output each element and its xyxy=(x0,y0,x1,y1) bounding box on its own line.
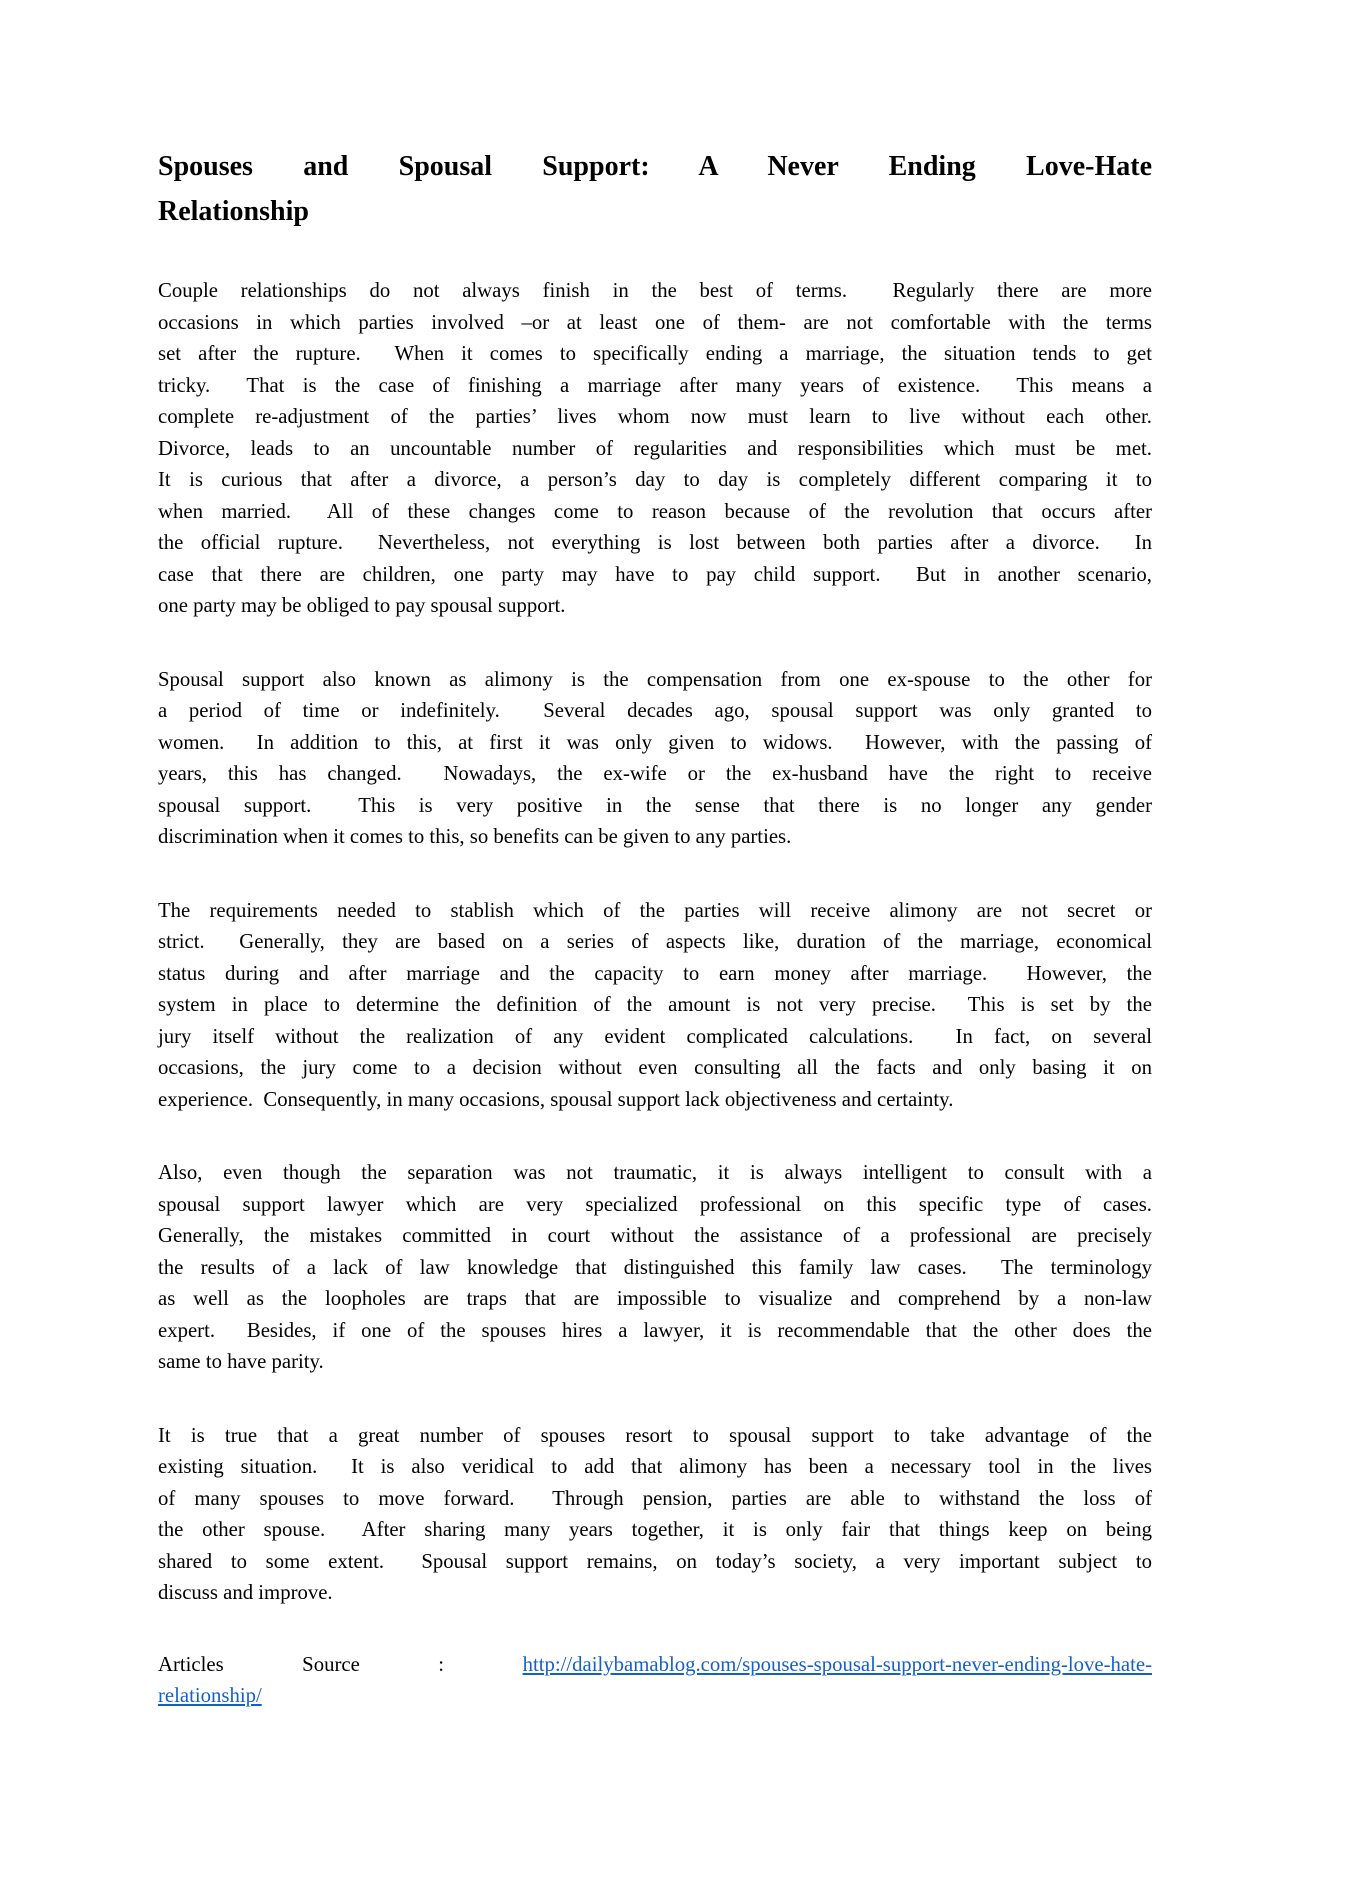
text-line: the results of a lack of law knowledge that distinguished this family law cases. The terminology xyxy=(158,1256,1152,1279)
paragraph xyxy=(158,896,1152,1117)
text-line: spousal support lawyer which are very specialized professional on this specific type of cases. xyxy=(158,1193,1152,1216)
text-line: tricky. That is the case of finishing a marriage after many years of existence. This means a xyxy=(158,374,1152,397)
text-line: the official rupture. Nevertheless, not everything is lost between both parties after a divorce. In xyxy=(158,532,1152,554)
text-line: when married. All of these changes come to reason because of the revolution that occurs after xyxy=(158,500,1152,523)
text-line: discuss and improve. xyxy=(158,1582,333,1604)
text-line: Also, even though the separation was not traumatic, it is always intelligent to consult with a xyxy=(158,1162,1152,1184)
source-line xyxy=(158,1650,1152,1713)
text-line: Generally, the mistakes committed in court without the assistance of a professional are precisely xyxy=(158,1225,1152,1247)
text-line: The requirements needed to stablish which of the parties will receive alimony are not secret or xyxy=(158,899,1152,922)
paragraph xyxy=(158,665,1152,854)
text-line: expert. Besides, if one of the spouses hires a lawyer, it is recommendable that the other does the xyxy=(158,1319,1152,1342)
text-line: occasions in which parties involved –or at least one of them- are not comfortable with the terms xyxy=(158,311,1152,334)
text-line: Divorce, leads to an uncountable number of regularities and responsibilities which must be met. xyxy=(158,437,1152,460)
paragraph xyxy=(158,276,1152,623)
text-line: set after the rupture. When it comes to specifically ending a marriage, the situation tends to get xyxy=(158,343,1152,365)
title-line: Relationship xyxy=(158,196,309,227)
source-line-1 xyxy=(158,1650,1152,1682)
text-line: spousal support. This is very positive in the sense that there is no longer any gender xyxy=(158,794,1152,817)
text-line: status during and after marriage and the capacity to earn money after marriage. However, the xyxy=(158,962,1152,985)
text-line: It is true that a great number of spouses resort to spousal support to take advantage of the xyxy=(158,1424,1152,1447)
paragraph xyxy=(158,1158,1152,1379)
text-line: It is curious that after a divorce, a person’s day to day is completely different comparing it to xyxy=(158,469,1152,491)
source-line-2 xyxy=(158,1681,1152,1713)
text-line: Couple relationships do not always finish in the best of terms. Regularly there are more xyxy=(158,280,1152,302)
text-line: strict. Generally, they are based on a series of aspects like, duration of the marriage, economical xyxy=(158,931,1152,953)
text-line: jury itself without the realization of any evident complicated calculations. In fact, on several xyxy=(158,1025,1152,1048)
text-line: years, this has changed. Nowadays, the ex-wife or the ex-husband have the right to receive xyxy=(158,763,1152,785)
page-title xyxy=(158,144,1152,234)
text-line: existing situation. It is also veridical to add that alimony has been a necessary tool in the lives xyxy=(158,1456,1152,1478)
text-line: occasions, the jury come to a decision without even consulting all the facts and only basing it on xyxy=(158,1057,1152,1079)
source-link-continued[interactable]: relationship/ xyxy=(158,1685,262,1707)
text-line: case that there are children, one party may have to pay child support. But in another scenario, xyxy=(158,563,1152,586)
text-line: as well as the loopholes are traps that are impossible to visualize and comprehend by a non-law xyxy=(158,1288,1152,1310)
article-body xyxy=(158,276,1152,1610)
text-line: shared to some extent. Spousal support remains, on today’s society, a very important subject to xyxy=(158,1550,1152,1573)
text-line: of many spouses to move forward. Through pension, parties are able to withstand the loss of xyxy=(158,1487,1152,1510)
source-link[interactable]: http://dailybamablog.com/spouses-spousal-support-never-ending-love-hate- xyxy=(522,1653,1152,1676)
text-line: one party may be obliged to pay spousal support. xyxy=(158,595,566,617)
paragraph xyxy=(158,1421,1152,1610)
text-line: discrimination when it comes to this, so benefits can be given to any parties. xyxy=(158,826,792,848)
title-line: Spouses and Spousal Support: A Never Ending Love-Hate xyxy=(158,151,1152,182)
text-line: women. In addition to this, at first it was only given to widows. However, with the passing of xyxy=(158,731,1152,754)
text-line: system in place to determine the definition of the amount is not very precise. This is set by the xyxy=(158,994,1152,1016)
text-line: same to have parity. xyxy=(158,1351,324,1373)
text-line: a period of time or indefinitely. Several decades ago, spousal support was only granted to xyxy=(158,700,1152,722)
source-label: Articles Source : xyxy=(158,1653,445,1676)
text-line: experience. Consequently, in many occasions, spousal support lack objectiveness and certainty. xyxy=(158,1088,954,1111)
text-line: complete re-adjustment of the parties’ lives whom now must learn to live without each other. xyxy=(158,406,1152,428)
text-line: the other spouse. After sharing many years together, it is only fair that things keep on being xyxy=(158,1519,1152,1541)
text-line: Spousal support also known as alimony is the compensation from one ex-spouse to the other for xyxy=(158,668,1152,691)
